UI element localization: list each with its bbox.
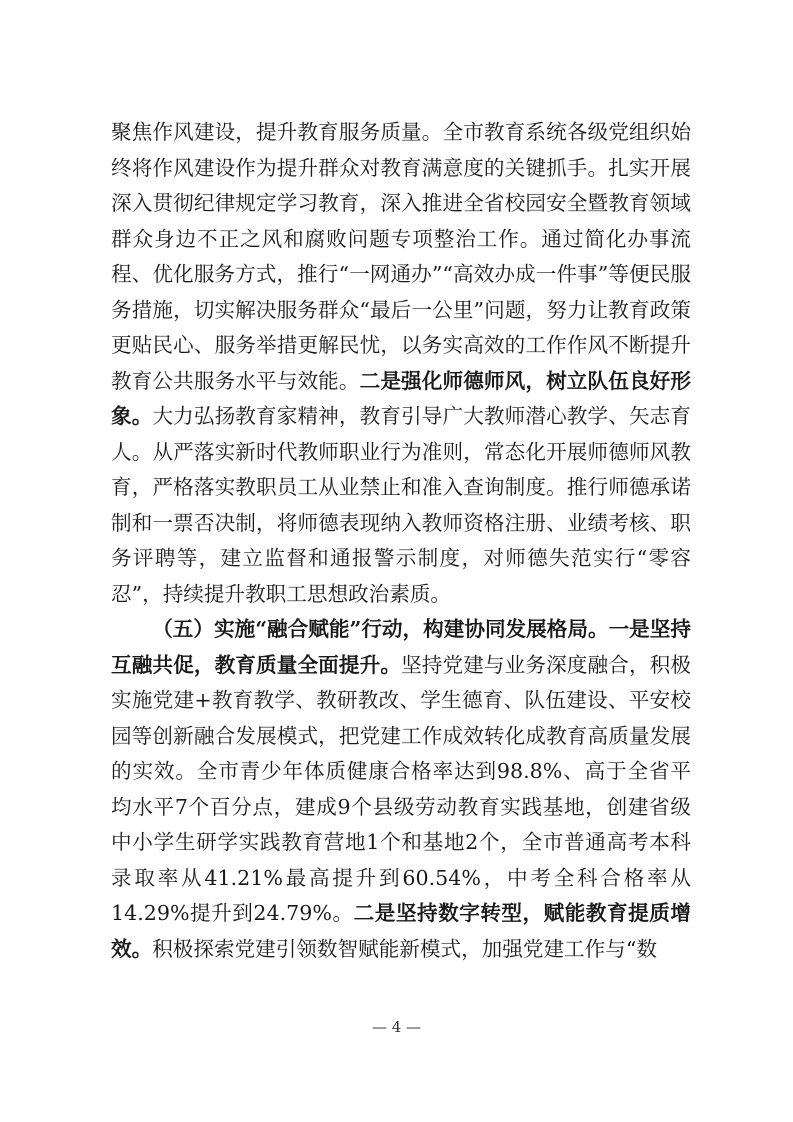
bold-heading-section-five: （五）实施“融合赋能”行动，构建协同发展格局。一是坚持互融共促，教育质量全面提升。 bbox=[111, 617, 691, 677]
body-text bbox=[111, 115, 691, 967]
paragraph-text-continued: 大力弘扬教育家精神，教育引导广大教师潜心教学、矢志育人。从严落实新时代教师职业行为准则，常态化开展师德师风教育，严格落实教职员工从业禁止和准入查询制度。推行师德承诺制和一票否决制，将师德表现纳入教师资格注册、业绩考核、职务评聘等，建立监督和通报警示制度，对师德失范实行“零容忍”，持续提升教职工思想政治素质。 bbox=[111, 404, 691, 606]
page-number: — 4 — bbox=[371, 1018, 422, 1036]
paragraph-text: 聚焦作风建设，提升教育服务质量。全市教育系统各级党组织始终将作风建设作为提升群众对教育满意度的关键抓手。扎实开展深入贯彻纪律规定学习教育，深入推进全省校园安全暨教育领域群众身边不正之风和腐败问题专项整治工作。通过简化办事流程、优化服务方式，推行“一网通办”“高效办成一件事”等便民服务措施，切实解决服务群众“最后一公里”问题，努力让教育政策更贴民心、服务举措更解民忧，以务实高效的工作作风不断提升教育公共服务水平与效能。 bbox=[111, 120, 691, 393]
paragraph-text: 坚持党建与业务深度融合，积极实施党建+教育教学、教研教改、学生德育、队伍建设、平安校园等创新融合发展模式，把党建工作成效转化成教育高质量发展的实效。全市青少年体质健康合格率达到98.8%、高于全省平均水平7个百分点，建成9个县级劳动教育实践基地，创建省级中小学生研学实践教育营地1个和基地2个，全市普通高考本科录取率从41.21%最高提升到60.54%，中考全科合格率从14.29%提升到24.79%。 bbox=[111, 652, 691, 925]
bold-heading-teacher-ethics: 二是强化师德师风，树立队伍良好形象。 bbox=[111, 368, 691, 428]
bold-heading-digital: 二是坚持数字转型，赋能教育提质增效。 bbox=[111, 901, 691, 961]
paragraph-text-continued: 积极探索党建引领数智赋能新模式，加强党建工作与“数 bbox=[152, 936, 657, 961]
paragraph-work-style bbox=[111, 115, 691, 612]
paragraph-integration bbox=[111, 612, 691, 967]
